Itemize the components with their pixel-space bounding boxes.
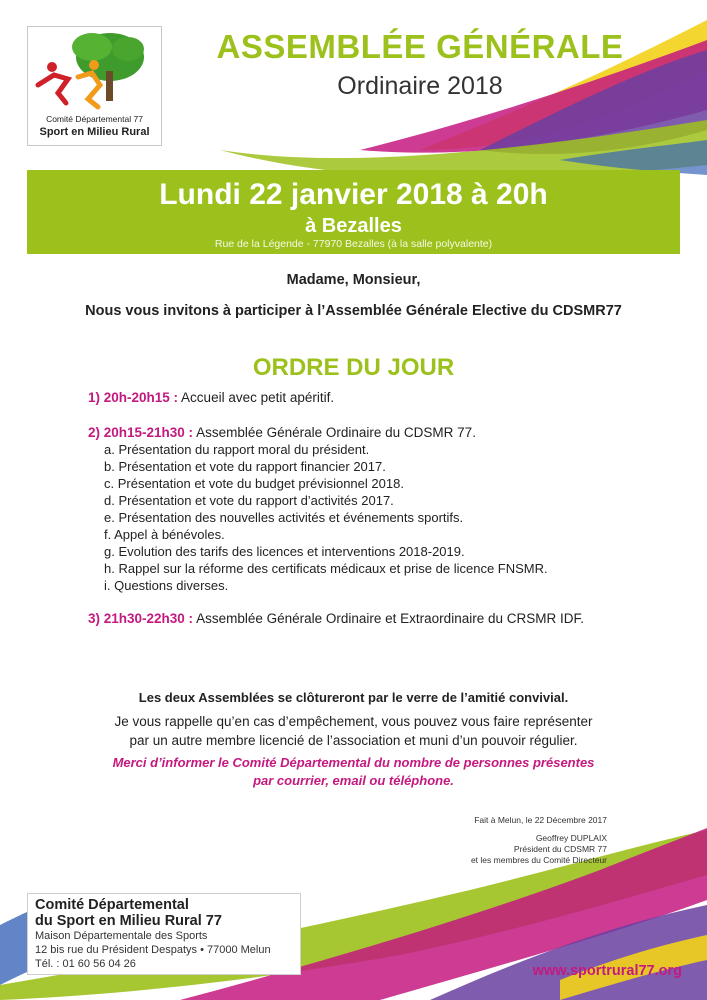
invitation-text: Nous vous invitons à participer à l’Assemblée Générale Elective du CDSMR77 bbox=[85, 303, 622, 319]
agenda-heading: ORDRE DU JOUR bbox=[252, 354, 455, 381]
signatory-role: Président du CDSMR 77 bbox=[513, 844, 607, 854]
agenda-subitem: c. Présentation et vote du budget prévisionnel 2018. bbox=[104, 476, 404, 491]
page-title: ASSEMBLÉE GÉNÉRALE bbox=[216, 28, 624, 65]
attendance-request-line1: Merci d’informer le Comité Départemental du nombre de personnes présentes bbox=[112, 755, 595, 770]
footer-org-name bbox=[35, 897, 222, 929]
page-subtitle: Ordinaire 2018 bbox=[337, 72, 503, 100]
proxy-reminder-line1: Je vous rappelle qu’en cas d’empêchement, vous pouvez vous faire représenter bbox=[114, 714, 593, 729]
website-link[interactable]: www.sportrural77.org bbox=[532, 963, 682, 979]
agenda-item-3-time: 3) 21h30-22h30 : bbox=[88, 611, 194, 626]
agenda-subitem: e. Présentation des nouvelles activités et événements sportifs. bbox=[104, 510, 464, 525]
place-and-date: Fait à Melun, le 22 Décembre 2017 bbox=[474, 815, 607, 825]
footer-address: 12 bis rue du Président Despatys • 77000 Melun bbox=[35, 944, 271, 956]
agenda-item-3 bbox=[88, 611, 584, 626]
logo-caption-committee: Comité Départemental 77 bbox=[46, 114, 143, 124]
greeting: Madame, Monsieur, bbox=[286, 272, 421, 288]
proxy-reminder bbox=[0, 712, 707, 750]
proxy-reminder-line2: par un autre membre licencié de l’association et muni d’un pouvoir régulier. bbox=[129, 733, 578, 748]
agenda-item-2-time: 2) 20h15-21h30 : bbox=[88, 425, 194, 440]
agenda-subitem: d. Présentation et vote du rapport d’activités 2017. bbox=[104, 493, 394, 508]
event-address: Rue de la Légende - 77970 Bezalles (à la salle polyvalente) bbox=[214, 238, 493, 250]
logo-caption-sport: Sport en Milieu Rural bbox=[39, 126, 150, 138]
agenda-item-2-text: Assemblée Générale Ordinaire du CDSMR 77. bbox=[193, 425, 476, 440]
attendance-request bbox=[0, 754, 707, 790]
signatory-name: Geoffrey DUPLAIX bbox=[535, 833, 607, 843]
organization-logo bbox=[27, 26, 162, 146]
footer-contact-details bbox=[35, 929, 271, 971]
agenda-item-1 bbox=[88, 390, 334, 405]
agenda-item-3-text: Assemblée Générale Ordinaire et Extraordinaire du CRSMR IDF. bbox=[193, 611, 584, 626]
agenda-subitem: b. Présentation et vote du rapport financier 2017. bbox=[104, 459, 386, 474]
agenda-subitem: f. Appel à bénévoles. bbox=[104, 527, 225, 542]
attendance-request-line2: par courrier, email ou téléphone. bbox=[253, 773, 454, 788]
agenda-subitem: g. Evolution des tarifs des licences et interventions 2018-2019. bbox=[104, 544, 465, 559]
closing-note: Les deux Assemblées se clôtureront par le verre de l’amitié convivial. bbox=[138, 690, 569, 705]
agenda-item-1-time: 1) 20h-20h15 : bbox=[88, 390, 179, 405]
agenda-subitem: h. Rappel sur la réforme des certificats médicaux et prise de licence FNSMR. bbox=[104, 561, 548, 576]
event-banner bbox=[27, 170, 680, 254]
signature-block bbox=[400, 833, 607, 866]
footer-phone: Tél. : 01 60 56 04 26 bbox=[35, 958, 136, 970]
footer-house: Maison Départementale des Sports bbox=[35, 930, 208, 942]
event-place: à Bezalles bbox=[305, 215, 402, 237]
agenda-subitem: a. Présentation du rapport moral du président. bbox=[104, 442, 370, 457]
agenda-item-2 bbox=[88, 425, 476, 440]
tree-athletes-icon bbox=[28, 27, 161, 115]
footer-org-line2: du Sport en Milieu Rural 77 bbox=[35, 913, 222, 929]
agenda-item-1-text: Accueil avec petit apéritif. bbox=[178, 390, 335, 405]
footer-contact-box bbox=[27, 893, 301, 975]
agenda-subitem: i. Questions diverses. bbox=[104, 578, 229, 593]
event-date: Lundi 22 janvier 2018 à 20h bbox=[159, 178, 548, 211]
footer-org-line1: Comité Départemental bbox=[35, 897, 189, 913]
signatory-members: et les membres du Comité Directeur bbox=[470, 855, 607, 865]
